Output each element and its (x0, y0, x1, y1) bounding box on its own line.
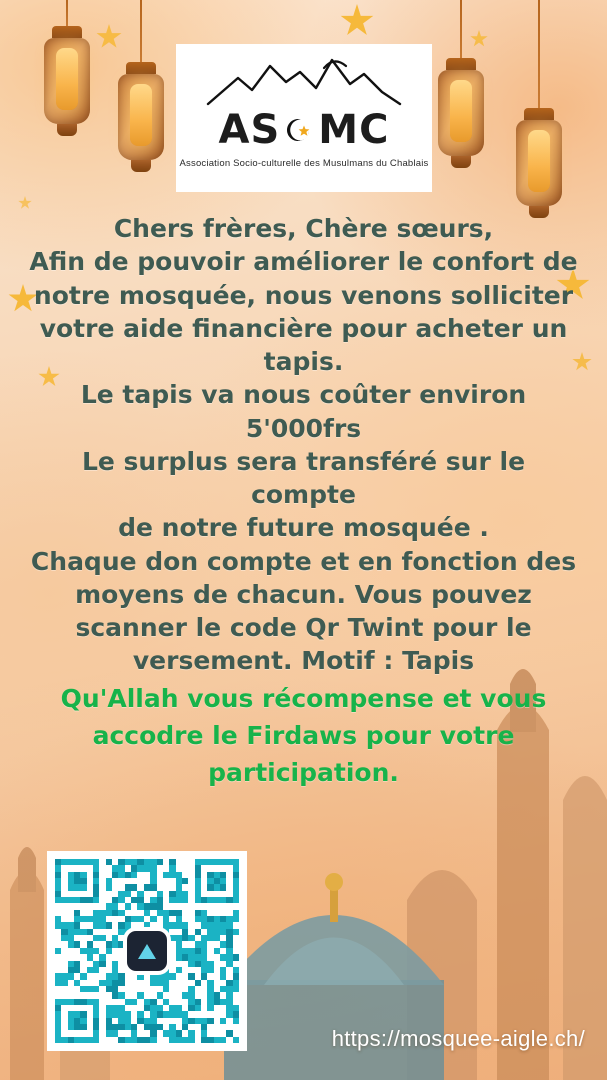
star-icon (18, 196, 32, 210)
message-line: scanner le code Qr Twint pour le (75, 613, 532, 642)
dua-line: accodre le Firdaws pour votre (92, 720, 515, 750)
lantern-right (516, 0, 562, 218)
dua-line: participation. (208, 758, 399, 787)
message-line: Le surplus sera transféré sur le compte (81, 446, 526, 509)
logo-subtitle: Association Socio-culturelle des Musulmans du Chablais (179, 158, 429, 169)
message-line-amount: 5'000frs (245, 413, 362, 443)
message-line: tapis. (263, 347, 344, 376)
announcement-text (28, 212, 579, 789)
lantern-left-inner (118, 0, 164, 172)
message-line: moyens de chacun. Vous pouvez (75, 579, 532, 609)
message-line: de notre future mosquée . (118, 513, 489, 543)
lantern-right-inner (438, 0, 484, 168)
message-line: Afin de pouvoir améliorer le confort de (29, 247, 578, 277)
lantern-left (44, 0, 90, 136)
organization-logo-card (176, 44, 432, 192)
message-line: versement. Motif : Tapis (132, 646, 475, 676)
logo-text-left: AS (218, 107, 281, 153)
logo-wordmark (218, 107, 390, 153)
crescent-moon-star-icon (282, 113, 316, 147)
mountain-skyline-icon (204, 52, 404, 108)
twint-qr-code[interactable] (47, 851, 247, 1051)
message-line: Le tapis va nous coûter environ (80, 380, 527, 410)
website-url[interactable]: https://mosquee-aigle.ch/ (331, 1026, 585, 1051)
message-line: votre aide financière pour acheter un (39, 313, 568, 343)
dua-line: Qu'Allah vous récompense et vous (60, 683, 547, 713)
message-line: Chaque don compte et en fonction des (30, 546, 577, 576)
star-icon (340, 4, 374, 38)
message-line: Chers frères, Chère sœurs, (113, 214, 494, 243)
message-line: notre mosquée, nous venons solliciter (33, 280, 574, 310)
logo-text-right: MC (318, 107, 390, 153)
twint-logo-icon (127, 931, 167, 971)
